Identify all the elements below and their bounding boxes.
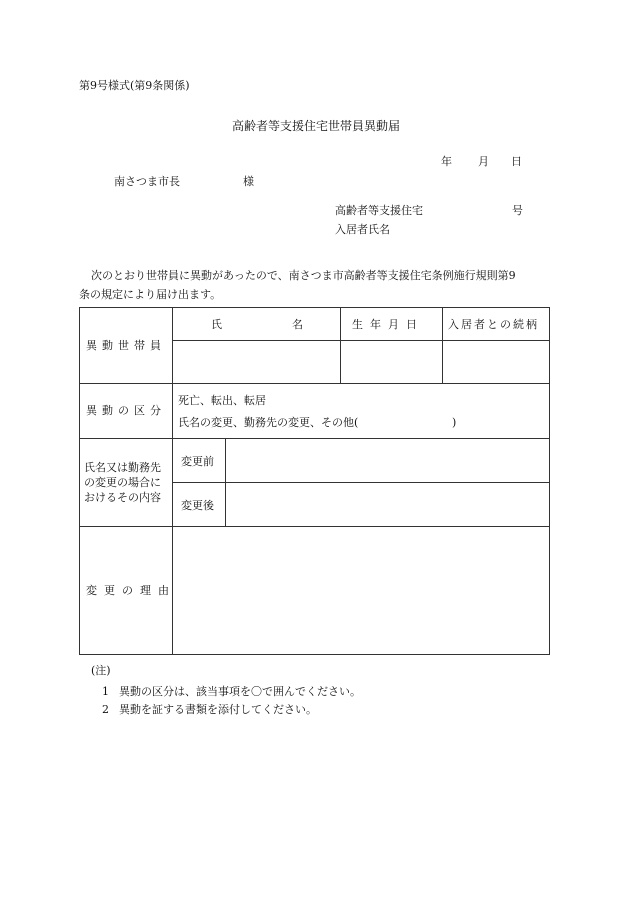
intro-text-line1: 次のとおり世帯員に異動があったので、南さつま市高齢者等支援住宅条例施行規則第9 — [91, 269, 516, 282]
col-name-label-1: 氏 — [211, 318, 222, 331]
reason-label: 変更の理由 — [86, 584, 176, 597]
col-relation-label: 入居者との続柄 — [448, 318, 539, 331]
category-options-line1: 死亡、転出、転居 — [178, 394, 266, 407]
note-text: 異動の区分は、該当事項を〇で囲んでください。 — [119, 685, 361, 698]
members-label: 異動世帯員 — [86, 339, 166, 352]
change-content-label-line1: 氏名又は勤務先 — [84, 461, 161, 474]
date-month-label: 月 — [478, 155, 489, 168]
change-content-label-line2: の変更の場合に — [84, 476, 161, 489]
table-rule — [79, 383, 550, 384]
before-change-label: 変更前 — [181, 455, 214, 468]
note-text: 異動を証する書類を添付してください。 — [119, 703, 317, 716]
notes-heading: (注) — [91, 664, 111, 677]
housing-label: 高齢者等支援住宅 — [335, 204, 423, 217]
table-rule — [340, 307, 341, 383]
addressee-name: 南さつま市長 — [114, 175, 180, 188]
table-rule — [225, 438, 226, 526]
date-day-label: 日 — [511, 155, 522, 168]
resident-name-label: 入居者氏名 — [335, 223, 390, 236]
after-change-label: 変更後 — [181, 499, 214, 512]
change-content-label-line3: おけるその内容 — [84, 491, 161, 504]
table-rule — [172, 482, 550, 483]
table-rule — [79, 526, 550, 527]
form-id: 第9号様式(第9条関係) — [79, 79, 190, 92]
table-rule — [79, 438, 550, 439]
table-rule — [442, 307, 443, 383]
category-label: 異動の区分 — [86, 404, 166, 417]
category-options-line2: 氏名の変更、勤務先の変更、その他( — [178, 416, 359, 429]
category-options-close-paren: ) — [452, 416, 457, 429]
page-title: 高齢者等支援住宅世帯員異動届 — [232, 119, 401, 133]
date-year-label: 年 — [441, 155, 452, 168]
addressee-honorific: 様 — [243, 175, 254, 188]
housing-number-label: 号 — [512, 204, 523, 217]
table-rule — [172, 340, 550, 341]
col-birthdate-label: 生年月日 — [352, 318, 424, 331]
table-rule — [172, 307, 173, 655]
col-name-label-2: 名 — [292, 318, 303, 331]
note-number: 2 — [102, 703, 109, 716]
intro-text-line2: 条の規定により届け出ます。 — [79, 288, 222, 301]
note-number: 1 — [102, 685, 109, 698]
